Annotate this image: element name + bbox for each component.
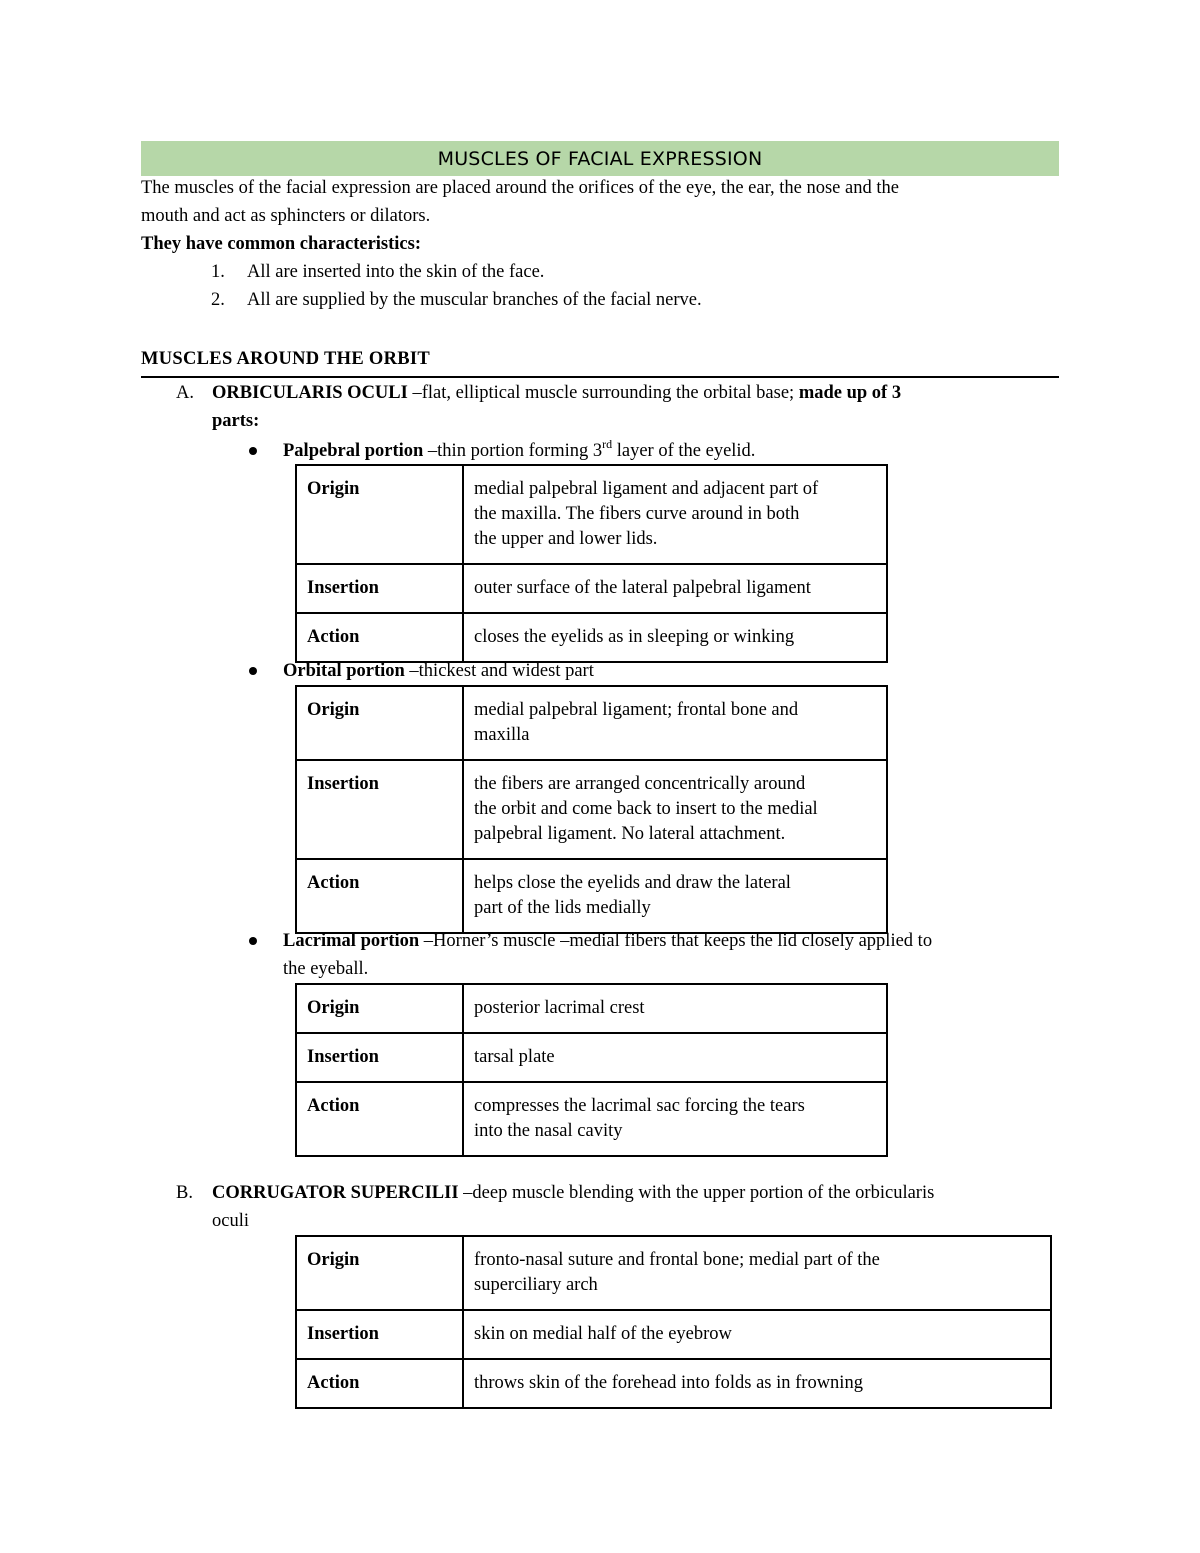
row-value [463,1359,1051,1408]
muscle-b-heading [212,1179,934,1207]
intro-line-2: mouth and act as sphincters or dilators. [141,206,431,226]
row-key: Insertion [296,564,463,613]
table-row [296,859,887,933]
row-key: Insertion [296,1310,463,1359]
value-line: throws skin of the forehead into folds as in frowning [474,1373,863,1393]
portion-heading-palpebral [283,437,755,465]
bullet-icon [249,937,257,945]
lacrimal-table [295,983,888,1157]
row-value [463,1310,1051,1359]
muscle-a-parts-label: made up of 3 [798,383,902,403]
portion-desc-cont: the eyeball. [283,959,369,979]
value-line: skin on medial half of the eyebrow [474,1324,732,1344]
row-value [463,1033,887,1082]
value-line: into the nasal cavity [474,1121,623,1141]
value-line: medial palpebral ligament and adjacent part of [474,479,819,499]
muscle-b-desc: –deep muscle blending with the upper portion of the orbicularis [458,1183,935,1203]
row-key: Action [296,859,463,933]
row-value [463,613,887,662]
row-value [463,760,887,859]
table-row [296,465,887,564]
row-value [463,564,887,613]
page-title [141,141,1059,176]
row-key: Origin [296,1236,463,1310]
value-line: fronto-nasal suture and frontal bone; medial part of the [474,1250,880,1270]
value-line: the maxilla. The fibers curve around in both [474,504,800,524]
portion-name: Orbital portion [283,661,405,681]
table-row [296,564,887,613]
portion-desc: –thin portion forming 3 [423,441,603,461]
row-key: Action [296,613,463,662]
muscle-b-letter: B. [176,1183,193,1203]
row-value [463,984,887,1033]
table-row [296,1359,1051,1408]
table-row [296,984,887,1033]
section-heading: MUSCLES AROUND THE ORBIT [141,346,1059,378]
value-line: closes the eyelids as in sleeping or winking [474,627,795,647]
value-line: part of the lids medially [474,898,651,918]
portion-name: Lacrimal portion [283,931,420,951]
table-row [296,686,887,760]
portion-desc: –thickest and widest part [404,661,594,681]
muscle-a-heading [212,379,901,407]
table-row [296,1033,887,1082]
row-value [463,1236,1051,1310]
row-key: Origin [296,465,463,564]
list-number: 2. [211,290,225,310]
portion-heading-orbital [283,657,594,685]
value-line: outer surface of the lateral palpebral ligament [474,578,811,598]
value-line: palpebral ligament. No lateral attachment. [474,824,786,844]
table-row [296,760,887,859]
muscle-a-name: ORBICULARIS OCULI [212,383,408,403]
characteristics-heading: They have common characteristics: [141,234,422,254]
value-line: posterior lacrimal crest [474,998,645,1018]
row-key: Origin [296,686,463,760]
muscle-a-letter: A. [176,383,194,403]
corrugator-table [295,1235,1052,1409]
value-line: helps close the eyelids and draw the lateral [474,873,791,893]
value-line: maxilla [474,725,530,745]
value-line: tarsal plate [474,1047,555,1067]
value-line: the upper and lower lids. [474,529,658,549]
muscle-b-desc-cont: oculi [212,1211,249,1231]
portion-desc-end: layer of the eyelid. [612,441,756,461]
row-key: Action [296,1359,463,1408]
list-item: All are inserted into the skin of the face. [247,262,545,282]
muscle-a-parts-label-cont: parts: [212,411,260,431]
value-line: medial palpebral ligament; frontal bone and [474,700,799,720]
value-line: the orbit and come back to insert to the medial [474,799,818,819]
portion-name: Palpebral portion [283,441,424,461]
value-line: compresses the lacrimal sac forcing the tears [474,1096,805,1116]
list-item: All are supplied by the muscular branches of the facial nerve. [247,290,702,310]
orbital-table [295,685,888,934]
value-line: superciliary arch [474,1275,598,1295]
bullet-icon [249,667,257,675]
row-value [463,686,887,760]
palpebral-table [295,464,888,663]
portion-desc: –Horner’s muscle –medial fibers that keeps the lid closely applied to [419,931,933,951]
table-row [296,1310,1051,1359]
list-number: 1. [211,262,225,282]
portion-desc-sup: rd [602,436,613,451]
table-row [296,1236,1051,1310]
row-key: Action [296,1082,463,1156]
page-title-text: MUSCLES OF FACIAL EXPRESSION [437,147,763,170]
row-value [463,1082,887,1156]
table-row [296,1082,887,1156]
row-value [463,859,887,933]
row-key: Origin [296,984,463,1033]
muscle-b-name: CORRUGATOR SUPERCILII [212,1183,459,1203]
row-key: Insertion [296,1033,463,1082]
portion-heading-lacrimal [283,927,932,955]
row-key: Insertion [296,760,463,859]
row-value [463,465,887,564]
value-line: the fibers are arranged concentrically around [474,774,806,794]
intro-line-1: The muscles of the facial expression are placed around the orifices of the eye, the ear, the nose and the [141,178,899,198]
muscle-a-desc: –flat, elliptical muscle surrounding the orbital base; [407,383,799,403]
table-row [296,613,887,662]
bullet-icon [249,447,257,455]
